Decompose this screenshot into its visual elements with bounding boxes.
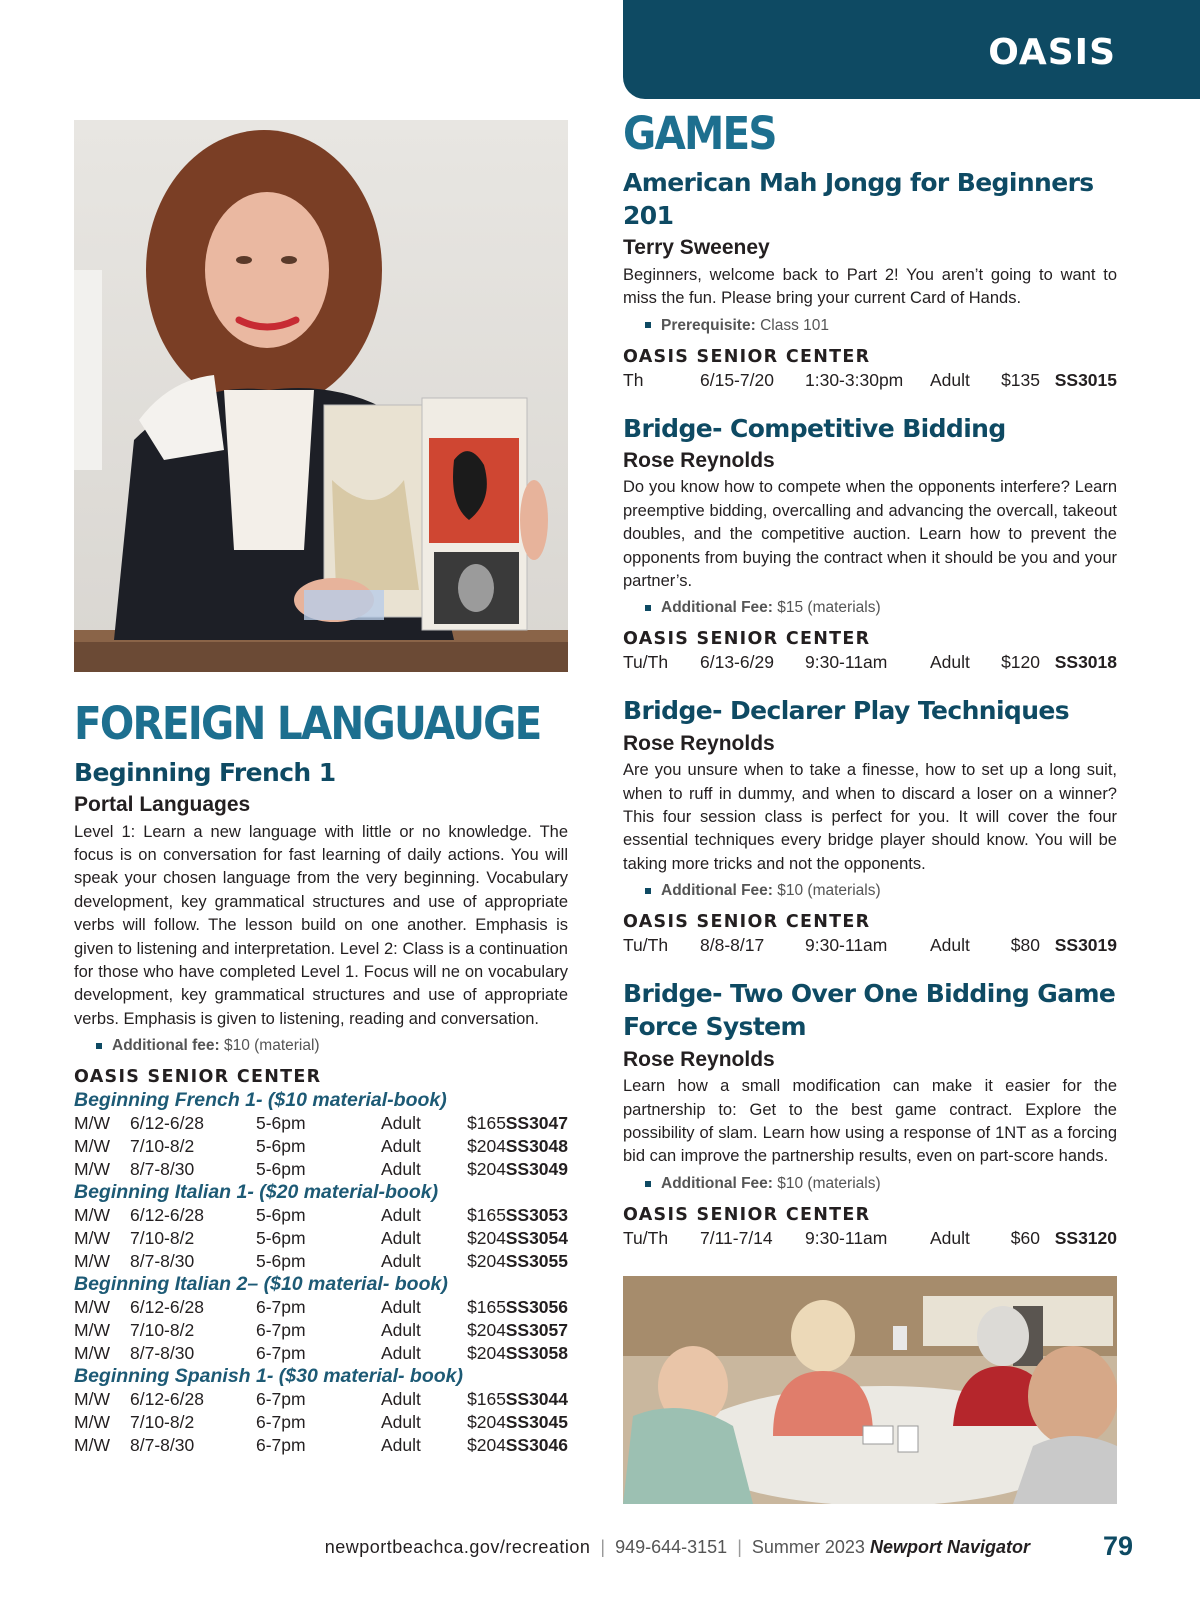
header-tab-label: OASIS bbox=[988, 32, 1116, 73]
row-age: Adult bbox=[381, 1412, 421, 1433]
row-age: Adult bbox=[381, 1320, 421, 1341]
location: OASIS SENIOR CENTER bbox=[623, 346, 871, 367]
schedule-row bbox=[74, 1434, 568, 1457]
schedule-group-title: Beginning French 1- ($10 material-book) bbox=[74, 1089, 447, 1112]
course-block bbox=[623, 166, 1117, 392]
row-time: 6-7pm bbox=[256, 1389, 306, 1410]
row-time: 9:30-11am bbox=[805, 1227, 888, 1248]
foreign-language-section bbox=[74, 698, 568, 1457]
fee-value: $10 (material) bbox=[223, 1037, 320, 1055]
course-title: Bridge- Declarer Play Techniques bbox=[623, 696, 1070, 726]
row-age: Adult bbox=[381, 1205, 421, 1226]
course-title: Beginning French 1 bbox=[74, 757, 336, 787]
location: OASIS SENIOR CENTER bbox=[74, 1067, 322, 1088]
course-note bbox=[645, 598, 1117, 618]
row-day: Tu/Th bbox=[623, 1227, 669, 1248]
bullet-square-icon bbox=[645, 605, 651, 611]
schedule-row bbox=[74, 1388, 568, 1411]
row-age: Adult bbox=[381, 1159, 421, 1180]
course-note bbox=[645, 881, 1117, 901]
row-age: Adult bbox=[381, 1435, 421, 1456]
row-dates: 6/12-6/28 bbox=[130, 1205, 204, 1226]
row-code[interactable]: SS3045 bbox=[505, 1412, 568, 1433]
row-age: Adult bbox=[930, 935, 970, 956]
row-dates: 6/12-6/28 bbox=[130, 1389, 204, 1410]
course-title: Bridge- Competitive Bidding bbox=[623, 413, 1006, 443]
footer-separator: | bbox=[600, 1537, 606, 1557]
row-day: Th bbox=[623, 369, 644, 390]
page-number: 79 bbox=[1103, 1531, 1134, 1561]
row-time: 1:30-3:30pm bbox=[805, 369, 904, 390]
course-title: Bridge- Two Over One Bidding Game Force System bbox=[623, 979, 1116, 1042]
row-dates: 7/11-7/14 bbox=[700, 1227, 773, 1248]
row-dates: 8/7-8/30 bbox=[130, 1251, 195, 1272]
bullet-square-icon bbox=[645, 322, 651, 328]
schedule-group-title: Beginning Italian 1- ($20 material-book) bbox=[74, 1181, 439, 1204]
row-time: 9:30-11am bbox=[805, 652, 888, 673]
row-code[interactable]: SS3018 bbox=[1054, 652, 1117, 673]
instructor: Terry Sweeney bbox=[623, 236, 770, 260]
row-dates: 7/10-8/2 bbox=[130, 1412, 195, 1433]
schedule-groups bbox=[74, 1089, 568, 1457]
row-age: Adult bbox=[381, 1136, 421, 1157]
footer-phone: 949-644-3151 bbox=[615, 1537, 728, 1557]
header-tab bbox=[623, 0, 1200, 99]
schedule-row bbox=[74, 1112, 568, 1135]
row-time: 5-6pm bbox=[256, 1136, 306, 1157]
note-label: Additional Fee: bbox=[661, 599, 773, 617]
row-price: $165 bbox=[467, 1389, 506, 1410]
row-price: $165 bbox=[467, 1205, 506, 1226]
foreign-language-title: FOREIGN LANGUAUGE bbox=[74, 697, 541, 750]
row-age: Adult bbox=[381, 1343, 421, 1364]
row-day: M/W bbox=[74, 1159, 110, 1180]
row-age: Adult bbox=[381, 1251, 421, 1272]
row-time: 5-6pm bbox=[256, 1228, 306, 1249]
schedule-row bbox=[74, 1296, 568, 1319]
course-description: Level 1: Learn a new language with little or no knowledge. The focus is on conversation for fast learning of daily actions. You will speak your chosen language from the very beginning. Vocabulary development, key grammatical structures and use of appropriate verbs will follow. The lesson build on one another. Emphasis is given to listening and interpretation. Level 2: Class is a continuation for those who have completed Level 1. Focus will ne on vocabulary development, key grammatical structures and use of appropriate verbs. Emphasis is given to listening, reading and conversation. bbox=[74, 822, 568, 1028]
schedule-row bbox=[74, 1411, 568, 1434]
row-code[interactable]: SS3057 bbox=[505, 1320, 568, 1341]
row-code[interactable]: SS3048 bbox=[505, 1136, 568, 1157]
schedule-row bbox=[623, 1227, 1117, 1250]
row-code[interactable]: SS3058 bbox=[505, 1343, 568, 1364]
row-price: $204 bbox=[467, 1228, 506, 1249]
row-code[interactable]: SS3019 bbox=[1054, 935, 1117, 956]
course-description: Do you know how to compete when the opponents interfere? Learn preemptive bidding, overcalling and advancing the overcall, takeout doubles, and the competitive auction. Learn how to prevent the opponents from buying the contract when it should be you and your partner’s. bbox=[623, 478, 1117, 590]
row-code[interactable]: SS3044 bbox=[505, 1389, 568, 1410]
schedule-row bbox=[74, 1250, 568, 1273]
row-time: 6-7pm bbox=[256, 1297, 306, 1318]
schedule-group-title: Beginning Spanish 1- ($30 material- book) bbox=[74, 1365, 463, 1388]
row-dates: 8/7-8/30 bbox=[130, 1159, 195, 1180]
course-description: Beginners, welcome back to Part 2! You aren’t going to want to miss the fun. Please bring your current Card of Hands. bbox=[623, 265, 1117, 308]
row-dates: 6/12-6/28 bbox=[130, 1297, 204, 1318]
row-price: $204 bbox=[467, 1159, 506, 1180]
row-time: 6-7pm bbox=[256, 1435, 306, 1456]
row-code[interactable]: SS3046 bbox=[505, 1435, 568, 1456]
schedule-row bbox=[623, 934, 1117, 957]
row-day: M/W bbox=[74, 1320, 110, 1341]
note-label: Additional Fee: bbox=[661, 1174, 773, 1192]
row-age: Adult bbox=[381, 1228, 421, 1249]
row-code[interactable]: SS3055 bbox=[505, 1251, 568, 1272]
course-block bbox=[623, 694, 1117, 957]
row-day: M/W bbox=[74, 1136, 110, 1157]
row-time: 6-7pm bbox=[256, 1320, 306, 1341]
schedule-row bbox=[623, 651, 1117, 674]
instructor: Rose Reynolds bbox=[623, 1047, 775, 1071]
row-code[interactable]: SS3047 bbox=[505, 1113, 568, 1134]
row-day: M/W bbox=[74, 1412, 110, 1433]
row-price: $165 bbox=[467, 1113, 506, 1134]
row-code[interactable]: SS3056 bbox=[505, 1297, 568, 1318]
row-day: M/W bbox=[74, 1205, 110, 1226]
row-price: $80 bbox=[1010, 935, 1040, 956]
course-note bbox=[645, 316, 1117, 336]
row-code[interactable]: SS3049 bbox=[505, 1159, 568, 1180]
row-time: 5-6pm bbox=[256, 1113, 306, 1134]
location: OASIS SENIOR CENTER bbox=[623, 629, 871, 650]
row-price: $135 bbox=[1001, 369, 1040, 390]
row-day: M/W bbox=[74, 1228, 110, 1249]
row-time: 5-6pm bbox=[256, 1251, 306, 1272]
row-code[interactable]: SS3053 bbox=[505, 1205, 568, 1226]
row-day: M/W bbox=[74, 1343, 110, 1364]
row-dates: 6/13-6/29 bbox=[700, 652, 774, 673]
row-time: 5-6pm bbox=[256, 1159, 306, 1180]
note-value: $10 (materials) bbox=[777, 882, 881, 900]
footer-text bbox=[325, 1537, 1030, 1558]
row-code[interactable]: SS3015 bbox=[1054, 369, 1117, 390]
row-price: $204 bbox=[467, 1435, 506, 1456]
photo-seniors-playing-cards bbox=[623, 1276, 1117, 1504]
row-day: M/W bbox=[74, 1389, 110, 1410]
fee-label: Additional fee: bbox=[112, 1037, 220, 1055]
bullet-square-icon bbox=[645, 888, 651, 894]
row-price: $204 bbox=[467, 1320, 506, 1341]
games-section bbox=[623, 108, 1117, 1270]
note-value: $15 (materials) bbox=[777, 599, 881, 617]
games-title: GAMES bbox=[623, 107, 776, 160]
row-time: 9:30-11am bbox=[805, 935, 888, 956]
note-label: Additional Fee: bbox=[661, 882, 773, 900]
course-title: American Mah Jongg for Beginners 201 bbox=[623, 167, 1094, 230]
schedule-row bbox=[74, 1135, 568, 1158]
row-time: 5-6pm bbox=[256, 1205, 306, 1226]
row-age: Adult bbox=[930, 652, 970, 673]
row-day: Tu/Th bbox=[623, 935, 669, 956]
games-course-list bbox=[623, 166, 1117, 1250]
row-age: Adult bbox=[930, 1227, 970, 1248]
footer-separator: | bbox=[737, 1537, 742, 1557]
instructor: Rose Reynolds bbox=[623, 731, 775, 755]
schedule-row bbox=[74, 1342, 568, 1365]
course-description: Learn how a small modification can make it easier for the partnership to: Get to the best game contract. Explore the possibility of slam. Learn how using a response of 1NT as a forcing bid can improve the partnership results, even on part-score hands. bbox=[623, 1077, 1117, 1166]
schedule-row bbox=[74, 1227, 568, 1250]
row-dates: 7/10-8/2 bbox=[130, 1228, 195, 1249]
row-price: $204 bbox=[467, 1251, 506, 1272]
bullet-square-icon bbox=[645, 1181, 651, 1187]
row-dates: 8/7-8/30 bbox=[130, 1343, 195, 1364]
instructor: Rose Reynolds bbox=[623, 448, 775, 472]
course-block bbox=[623, 412, 1117, 675]
row-age: Adult bbox=[381, 1389, 421, 1410]
schedule-row bbox=[74, 1204, 568, 1227]
fee-note bbox=[96, 1036, 568, 1056]
row-dates: 6/15-7/20 bbox=[700, 369, 774, 390]
row-price: $60 bbox=[1010, 1227, 1040, 1248]
footer-url[interactable]: newportbeachca.gov/recreation bbox=[324, 1537, 591, 1557]
instructor: Portal Languages bbox=[74, 793, 251, 816]
row-day: M/W bbox=[74, 1435, 110, 1456]
row-price: $204 bbox=[467, 1412, 506, 1433]
row-day: M/W bbox=[74, 1297, 110, 1318]
schedule-row bbox=[74, 1158, 568, 1181]
schedule-row bbox=[74, 1319, 568, 1342]
row-price: $204 bbox=[467, 1136, 506, 1157]
note-value: Class 101 bbox=[760, 316, 830, 334]
photo-woman-with-books bbox=[74, 120, 568, 672]
row-dates: 6/12-6/28 bbox=[130, 1113, 204, 1134]
row-age: Adult bbox=[381, 1113, 421, 1134]
course-description: Are you unsure when to take a finesse, how to set up a long suit, when to ruff in dummy, and when to discard a loser on a winner? This four session class is perfect for you. It will cover the four essential techniques every bridge player should know. You will be taking more tricks and not the opponents. bbox=[623, 761, 1117, 873]
schedule-row bbox=[623, 369, 1117, 392]
footer-magazine: Newport Navigator bbox=[869, 1537, 1030, 1557]
row-age: Adult bbox=[930, 369, 970, 390]
row-code[interactable]: SS3054 bbox=[505, 1228, 568, 1249]
row-day: M/W bbox=[74, 1113, 110, 1134]
schedule-group-title: Beginning Italian 2– ($10 material- book) bbox=[74, 1273, 448, 1296]
row-day: Tu/Th bbox=[623, 652, 669, 673]
course-note bbox=[645, 1174, 1117, 1194]
bullet-square-icon bbox=[96, 1043, 102, 1049]
row-time: 6-7pm bbox=[256, 1343, 306, 1364]
row-age: Adult bbox=[381, 1297, 421, 1318]
row-price: $120 bbox=[1001, 652, 1040, 673]
row-price: $165 bbox=[467, 1297, 506, 1318]
row-dates: 7/10-8/2 bbox=[130, 1320, 195, 1341]
footer-season: Summer 2023 bbox=[751, 1537, 865, 1557]
row-price: $204 bbox=[467, 1343, 506, 1364]
location: OASIS SENIOR CENTER bbox=[623, 912, 871, 933]
row-time: 6-7pm bbox=[256, 1412, 306, 1433]
footer bbox=[0, 1531, 1200, 1564]
row-dates: 7/10-8/2 bbox=[130, 1136, 195, 1157]
row-code[interactable]: SS3120 bbox=[1054, 1227, 1117, 1248]
course-block bbox=[623, 977, 1117, 1250]
note-value: $10 (materials) bbox=[777, 1174, 881, 1192]
row-day: M/W bbox=[74, 1251, 110, 1272]
row-dates: 8/7-8/30 bbox=[130, 1435, 195, 1456]
location: OASIS SENIOR CENTER bbox=[623, 1204, 871, 1225]
row-dates: 8/8-8/17 bbox=[700, 935, 765, 956]
note-label: Prerequisite: bbox=[661, 316, 756, 334]
